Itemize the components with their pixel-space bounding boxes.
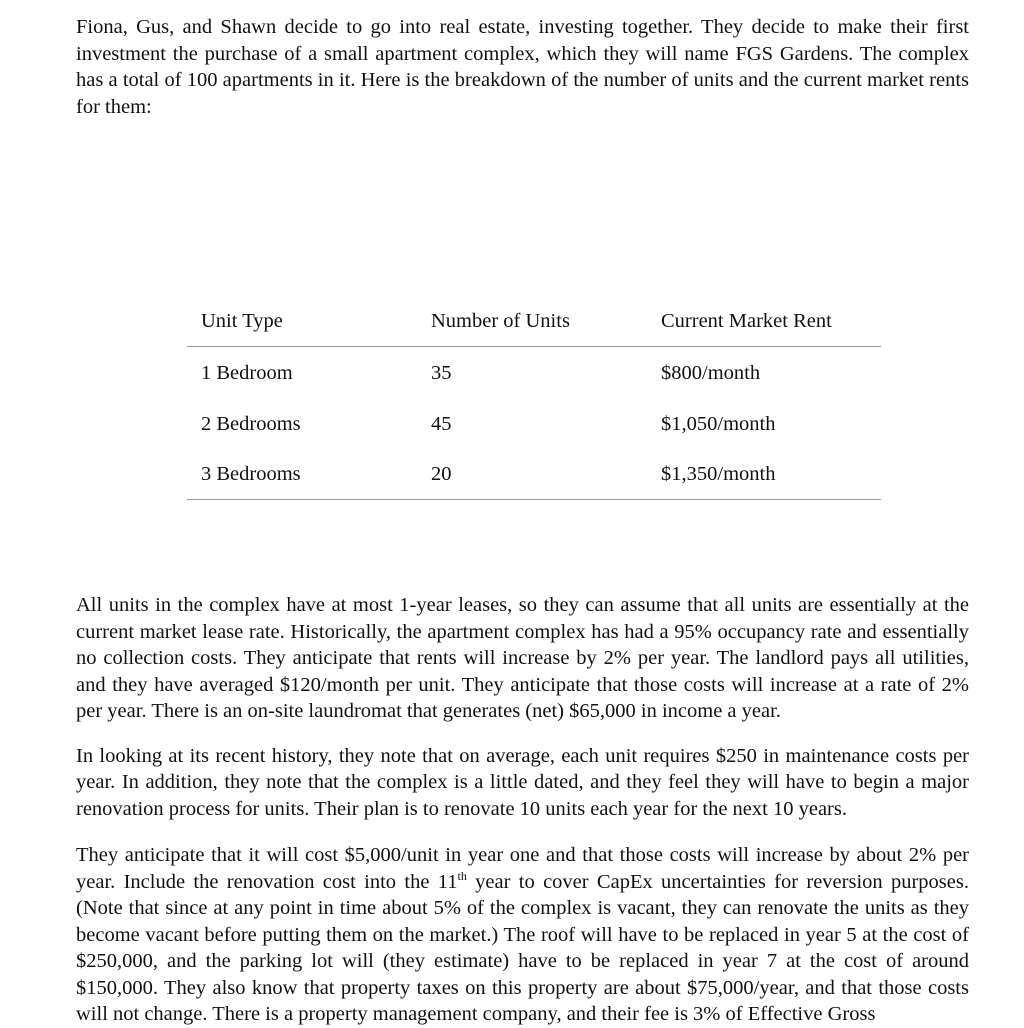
table-cell-market-rent: $1,050/month — [661, 413, 776, 435]
maintenance-paragraph: In looking at its recent history, they note that on average, each unit requires $250 in maintenance costs per year. In addition, they note that the complex is a little dated, and they feel they will have to begin a major renovation process for units. Their plan is to renovate 10 units each year for the next 10 years. — [76, 744, 969, 820]
table-cell-market-rent: $800/month — [661, 362, 761, 384]
occupancy-paragraph: All units in the complex have at most 1-year leases, so they can assume that all units are essentially at the current market lease rate. Historically, the apartment complex has had a 95% occupancy rate and essentially no collection costs. They anticipate that rents will increase by 2% per year. The landlord pays all utilities, and they have averaged $120/month per unit. They anticipate that those costs will increase at a rate of 2% per year. There is an on-site laundromat that generates (net) $65,000 in income a year. — [76, 594, 969, 722]
header-current-market-rent: Current Market Rent — [661, 310, 832, 332]
table-cell-market-rent: $1,350/month — [661, 463, 776, 485]
document-page — [76, 14, 969, 1028]
unit-breakdown-table — [76, 176, 969, 485]
table-cell-unit-type: 2 Bedrooms — [201, 413, 301, 435]
header-unit-type: Unit Type — [201, 310, 283, 332]
ordinal-suffix: th — [457, 868, 467, 883]
renovation-paragraph — [76, 842, 969, 1028]
table-cell-number-of-units: 35 — [431, 362, 452, 384]
table-cell-unit-type: 3 Bedrooms — [201, 463, 301, 485]
table-cell-number-of-units: 45 — [431, 413, 452, 435]
intro-paragraph: Fiona, Gus, and Shawn decide to go into real estate, investing together. They decide to make their first investment the purchase of a small apartment complex, which they will name FGS Gardens. The complex has a total of 100 apartments in it. Here is the breakdown of the number of units and the current market rents for them: — [76, 16, 969, 118]
table-bottom-rule — [187, 499, 881, 500]
header-number-of-units: Number of Units — [431, 310, 570, 332]
table-cell-number-of-units: 20 — [431, 463, 452, 485]
table-cell-unit-type: 1 Bedroom — [201, 362, 293, 384]
renovation-text-end: year to cover CapEx uncertainties for reversion purposes. (Note that since at any point in time about 5% of the complex is vacant, they can renovate the units as they become vacant before putting them on the market.) The roof will have to be replaced in year 5 at the cost of $250,000, and the parking lot will (they estimate) have to be replaced in year 7 at the cost of around $150,000. They also know that property taxes on this property are about $75,000/year, and that those costs will not change. There is a property management company, and their fee is 3% of Effective Gross — [76, 870, 969, 1025]
table-header-rule — [187, 346, 881, 347]
renovation-text-start: They anticipate that it will cost $5,000/unit in year one and that those costs will increase by about 2% per year. Include the renovation cost into the 11 — [76, 844, 969, 893]
